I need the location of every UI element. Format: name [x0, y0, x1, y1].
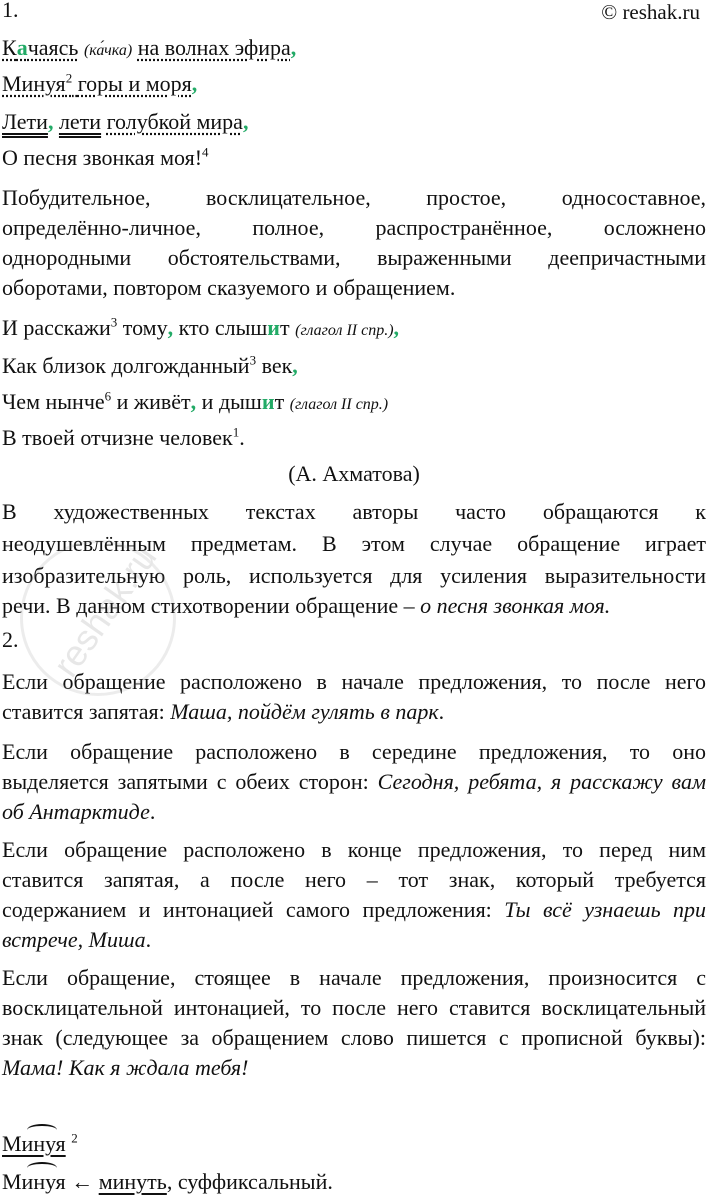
rule4-line1: Если обращение, стоящее в начале предложения, произносится с	[2, 965, 706, 990]
poem2-line1: И расскажи$^3$ тому, кто слышит (глагол II спр.),	[2, 314, 400, 340]
rule4-line2: восклицательной интонацией, то после него ставится восклицательный	[2, 995, 706, 1020]
poem2-line4: В твоей отчизне человек$^1$.	[2, 424, 245, 450]
rule3-line2: ставится запятая, а после него – тот знак, который требуется	[2, 867, 706, 892]
word-minuya: Минуя$^2$ горы и моря	[2, 70, 192, 96]
rule3-line4: встрече, Миша.	[2, 927, 152, 952]
word-kachayas: Качаясь	[2, 35, 79, 60]
morph-derivation: Минуя ← минуть, суффиксальный.	[2, 1169, 333, 1194]
rule2-line2: выделяется запятыми с обеих сторон: Сегодня, ребята, я расскажу вам	[2, 769, 706, 794]
comma-mark: ,	[47, 109, 54, 134]
poem2-line3: Чем нынче$^6$ и живёт, и дышит (глагол II спр.)	[2, 388, 389, 414]
analysis1-line4: оборотами, повтором сказуемого и обращением.	[2, 275, 456, 300]
watermark-logo: reshak.ru	[10, 490, 210, 690]
explanation-line4: речи. В данном стихотворении обращение – о песня звонкая моя.	[2, 593, 611, 618]
poem1-line2	[2, 70, 197, 98]
morph-word: Минуя $^2$	[2, 1130, 78, 1156]
comma-mark: ,	[191, 71, 198, 96]
word-leti-2: лети	[58, 109, 102, 134]
explanation-line2: неодушевлённым предметам. В этом случае обращение играет	[2, 531, 706, 556]
author-name: (А. Ахматова)	[288, 461, 420, 486]
comma-mark: ,	[290, 35, 297, 60]
rule4-line3: знак (следующее за обращением слово пишется с прописной буквы):	[2, 1025, 706, 1050]
analysis1-line1: Побудительное, восклицательное, простое, односоставное,	[2, 185, 706, 210]
rule3-line3: содержанием и интонацией самого предложения: Ты всё узнаешь при	[2, 897, 707, 922]
analysis1-line2: определённо-личное, полное, распространённое, осложнено	[2, 215, 706, 240]
rule2-line3: об Антарктиде.	[2, 799, 156, 824]
explanation-line1: В художественных текстах авторы часто обращаются к	[2, 499, 706, 524]
rule1-line2: ставится запятая: Маша, пойдём гулять в парк.	[2, 699, 445, 724]
poem1-line4: О песня звонкая моя!$^4$	[2, 144, 209, 170]
rule1-line1: Если обращение расположено в начале предложения, то после него	[2, 669, 706, 694]
section-number: 2.	[2, 627, 19, 652]
word-leti-1: Лети	[2, 109, 48, 134]
rule4-line4: Мама! Как я ждала тебя!	[2, 1055, 249, 1080]
rule2-line1: Если обращение расположено в середине предложения, то оно	[2, 739, 706, 764]
phrase-na-volnah: на волнах эфира	[137, 35, 291, 60]
explanation-line3: изобразительную роль, используется для усиления выразительности	[2, 563, 706, 588]
poem1-line1	[2, 34, 296, 65]
rule3-line1: Если обращение расположено в конце предложения, то перед ним	[2, 837, 706, 862]
poem1-line3	[2, 108, 248, 136]
phrase-golubkoy: голубкой мира	[106, 109, 243, 134]
source-label: © reshak.ru	[601, 0, 700, 24]
poem2-line2: Как близок долгожданный$^3$ век,	[2, 352, 298, 378]
analysis1-line3: однородными обстоятельствами, выраженными деепричастными	[2, 245, 706, 270]
comma-mark: ,	[242, 109, 249, 134]
stress-note: (ка́чка)	[83, 42, 133, 59]
exercise-number: 1.	[2, 0, 19, 22]
